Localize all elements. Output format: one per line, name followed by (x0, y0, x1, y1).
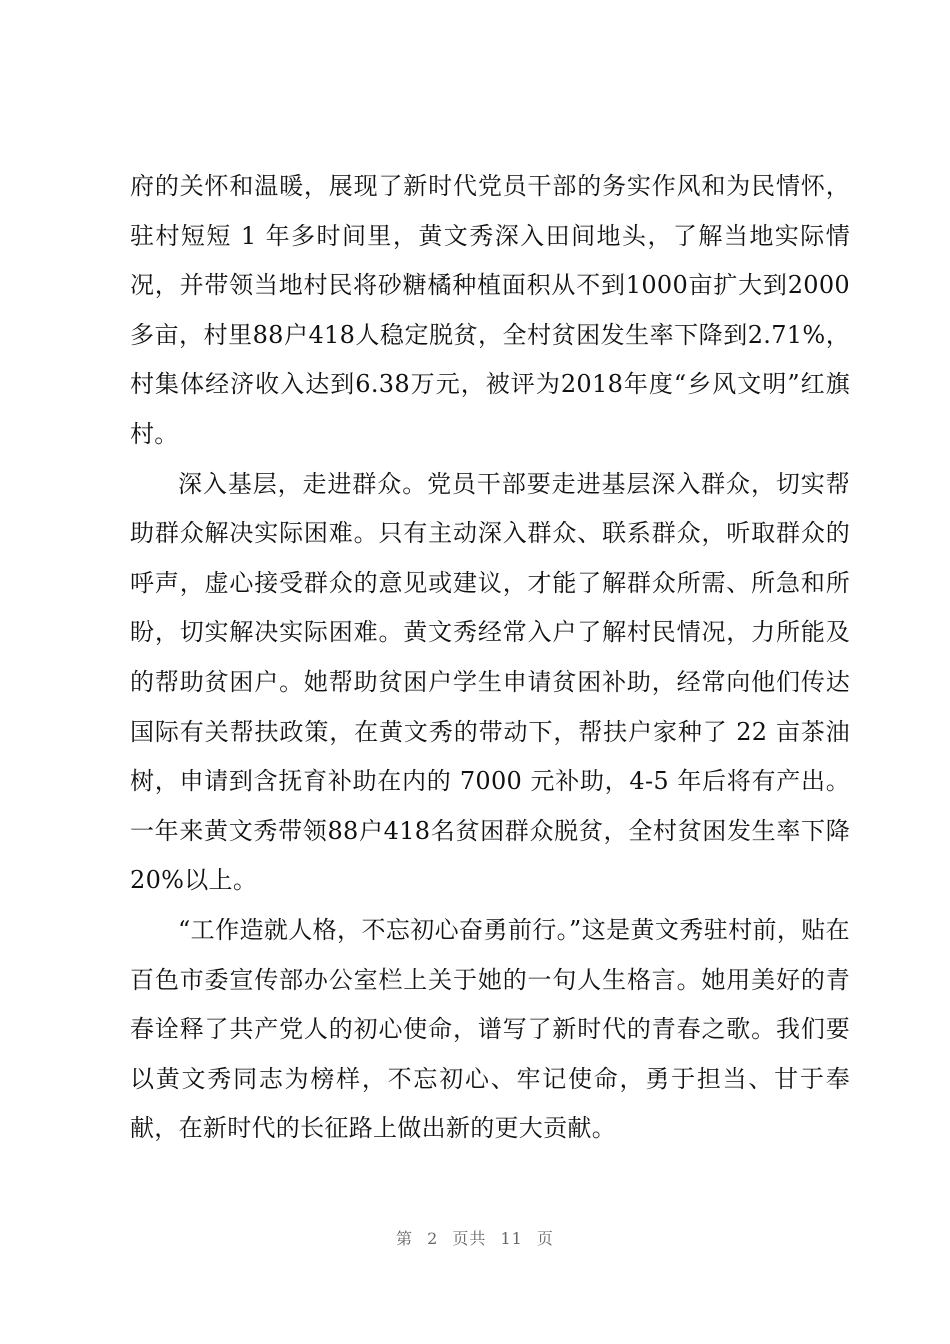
document-body (130, 162, 850, 1154)
paragraph-2: 深入基层，走进群众。党员干部要走进基层深入群众，切实帮助群众解决实际困难。只有主动深入群众、联系群众，听取群众的呼声，虚心接受群众的意见或建议，才能了解群众所需、所急和所盼，切实解决实际困难。黄文秀经常入户了解村民情况，力所能及的帮助贫困户。她帮助贫困户学生申请贫困补助，经常向他们传达国际有关帮扶政策，在黄文秀的带动下，帮扶户家种了 22 亩茶油树，申请到含抚育补助在内的 7000 元补助，4-5 年后将有产出。一年来黄文秀带领88户418名贫困群众脱贫，全村贫困发生率下降20%以上。 (130, 469, 850, 895)
paragraph-3: “工作造就人格，不忘初心奋勇前行。”这是黄文秀驻村前，贴在百色市委宣传部办公室栏上关于她的一句人生格言。她用美好的青春诠释了共产党人的初心使命，谱写了新时代的青春之歌。我们要以黄文秀同志为榜样，不忘初心、牢记使命，勇于担当、甘于奉献，在新时代的长征路上做出新的更大贡献。 (130, 915, 850, 1143)
paragraph-1: 府的关怀和温暖，展现了新时代党员干部的务实作风和为民情怀，驻村短短 1 年多时间里，黄文秀深入田间地头，了解当地实际情况，并带领当地村民将砂糖橘种植面积从不到1000亩扩大到2000多亩，村里88户418人稳定脱贫，全村贫困发生率下降到2.71%，村集体经济收入达到6.38万元，被评为2018年度“乡风文明”红旗村。 (130, 172, 850, 448)
page-number-footer: 第 2 页共 11 页 (396, 1229, 554, 1248)
